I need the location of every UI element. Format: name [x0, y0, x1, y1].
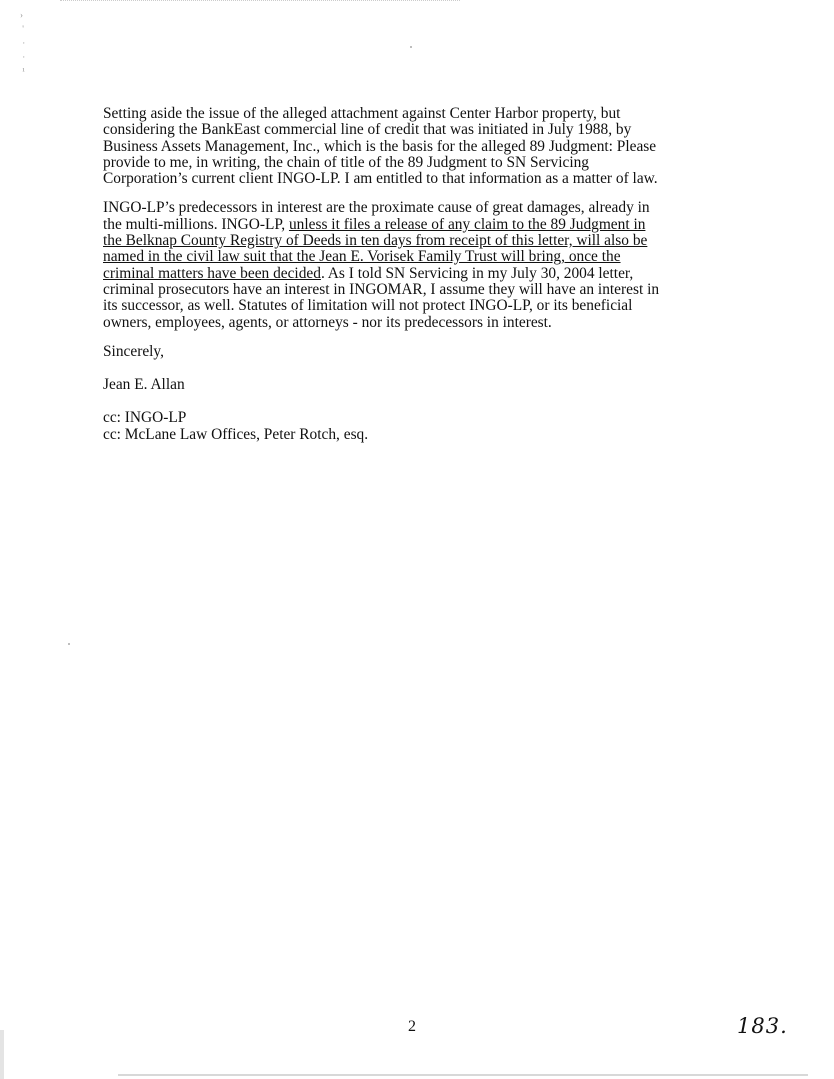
text-line: considering the BankEast commercial line of credit that was initiated in July 1988, by: [103, 121, 632, 139]
scan-artifact-top: [60, 0, 460, 9]
cc-list: [103, 410, 703, 443]
text-segment: . As I told SN Servicing in my July 30, 2004 letter,: [320, 264, 634, 282]
page-number: 2: [408, 1018, 416, 1035]
scan-edge-bottom: [118, 1074, 808, 1076]
letter-body: [103, 106, 703, 443]
closing: Sincerely,: [103, 342, 164, 360]
underlined-text: unless it files a release of any claim to the 89 Judgment in: [288, 215, 646, 233]
text-line: [103, 217, 703, 233]
text-segment: the multi-millions. INGO-LP,: [103, 215, 289, 233]
underlined-text: criminal matters have been decided: [103, 264, 321, 282]
underlined-text: the Belknap County Registry of Deeds in ten days from receipt of this letter, will also be: [103, 232, 648, 250]
text-line: its successor, as well. Statutes of limitation will not protect INGO-LP, or its beneficial: [103, 297, 633, 315]
signer-name: Jean E. Allan: [103, 376, 185, 394]
scan-specks: › ' · · ¹: [20, 10, 26, 76]
text-line: owners, employees, agents, or attorneys - nor its predecessors in interest.: [103, 313, 552, 331]
text-line: criminal prosecutors have an interest in INGOMAR, I assume they will have an interest in: [103, 280, 660, 298]
scan-speck: [68, 643, 70, 645]
text-line: Corporation’s current client INGO-LP. I am entitled to that information as a matter of law.: [103, 170, 658, 188]
cc-line: cc: INGO-LP: [103, 409, 187, 427]
underlined-text: named in the civil law suit that the Jean E. Vorisek Family Trust will bring, once the: [103, 248, 621, 266]
scan-speck: [410, 46, 412, 48]
signature-block: [103, 344, 703, 443]
text-line: Setting aside the issue of the alleged attachment against Center Harbor property, but: [103, 105, 621, 122]
scan-edge-left: [0, 1030, 4, 1079]
handwritten-page-number: 183.: [737, 1014, 788, 1038]
text-line: Business Assets Management, Inc., which is the basis for the alleged 89 Judgment: Please: [103, 137, 657, 155]
paragraph-chain-of-title: [103, 106, 703, 187]
cc-line: cc: McLane Law Offices, Peter Rotch, esq.: [103, 425, 369, 443]
paragraph-damages: [103, 200, 703, 330]
text-line: INGO-LP’s predecessors in interest are the proximate cause of great damages, already in: [103, 199, 650, 217]
text-line: [103, 266, 703, 282]
text-line: provide to me, in writing, the chain of title of the 89 Judgment to SN Servicing: [103, 153, 590, 171]
